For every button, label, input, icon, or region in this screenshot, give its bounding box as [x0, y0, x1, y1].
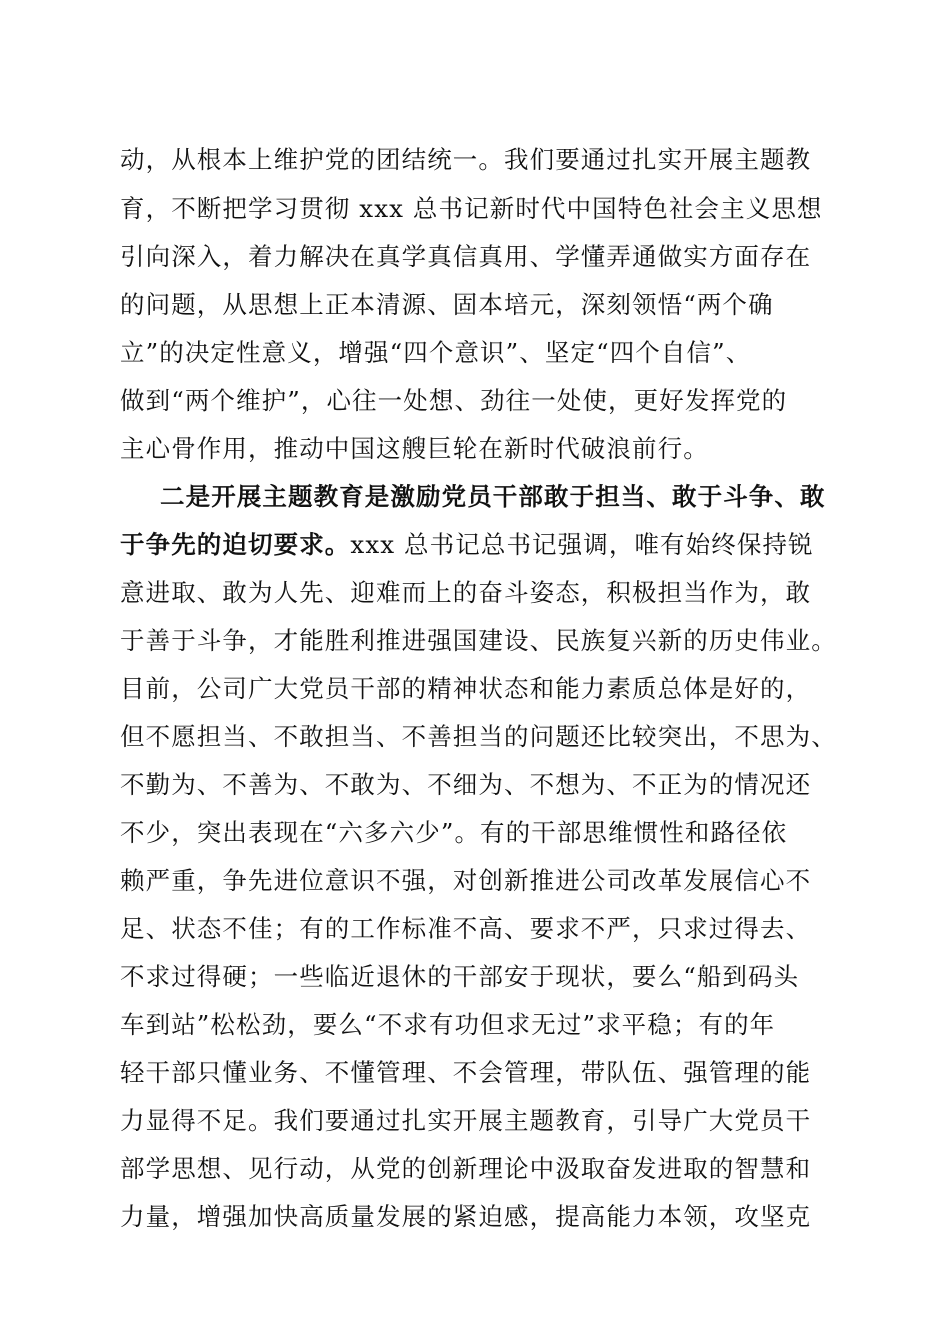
- text-line: 做到“两个维护”，心往一处想、劲往一处使，更好发挥党的: [120, 386, 788, 415]
- text-line: 意进取、敢为人先、迎难而上的奋斗姿态，积极担当作为，敢: [120, 578, 812, 607]
- section-heading-end: 于争先的迫切要求。: [120, 530, 351, 559]
- text-line: 赖严重，争先进位意识不强，对创新推进公司改革发展信心不: [120, 866, 812, 895]
- text-line: 轻干部只懂业务、不懂管理、不会管理，带队伍、强管理的能: [120, 1058, 812, 1087]
- text-line: 育，不断把学习贯彻 xxx 总书记新时代中国特色社会主义思想: [120, 194, 823, 223]
- text-line: 但不愿担当、不敢担当、不善担当的问题还比较突出，不思为、: [120, 722, 837, 751]
- text-line: 车到站”松松劲，要么“不求有功但求无过”求平稳；有的年: [120, 1010, 776, 1039]
- text-line: 主心骨作用，推动中国这艘巨轮在新时代破浪前行。: [120, 434, 709, 463]
- text-line: 力显得不足。我们要通过扎实开展主题教育，引导广大党员干: [120, 1106, 812, 1135]
- text-line: 于善于斗争，才能胜利推进强国建设、民族复兴新的历史伟业。: [120, 626, 837, 655]
- text-line: 立”的决定性意义，增强“四个意识”、坚定“四个自信”、: [120, 338, 752, 367]
- text-line: 动，从根本上维护党的团结统一。我们要通过扎实开展主题教: [120, 145, 812, 174]
- text-line: 部学思想、见行动，从党的创新理论中汲取奋发进取的智慧和: [120, 1154, 812, 1183]
- text-line: 的问题，从思想上正本清源、固本培元，深刻领悟“两个确: [120, 290, 774, 319]
- text-line: 引向深入，着力解决在真学真信真用、学懂弄通做实方面存在: [120, 242, 812, 271]
- text-line: 力量，增强加快高质量发展的紧迫感，提高能力本领，攻坚克: [120, 1202, 812, 1231]
- text-line: 足、状态不佳；有的工作标准不高、要求不严，只求过得去、: [120, 914, 812, 943]
- text-line: 不求过得硬；一些临近退休的干部安于现状，要么“船到码头: [120, 962, 800, 991]
- text-line: 不勤为、不善为、不敢为、不细为、不想为、不正为的情况还: [120, 770, 812, 799]
- text-run: xxx 总书记总书记强调，唯有始终保持锐: [350, 530, 814, 559]
- text-line: 目前，公司广大党员干部的精神状态和能力素质总体是好的，: [120, 674, 812, 703]
- text-line: 不少，突出表现在“六多六少”。有的干部思维惯性和路径依: [120, 818, 788, 847]
- section-heading-line: [120, 525, 840, 565]
- section-heading-line: 二是开展主题教育是激励党员干部敢于担当、敢于斗争、敢: [160, 482, 826, 511]
